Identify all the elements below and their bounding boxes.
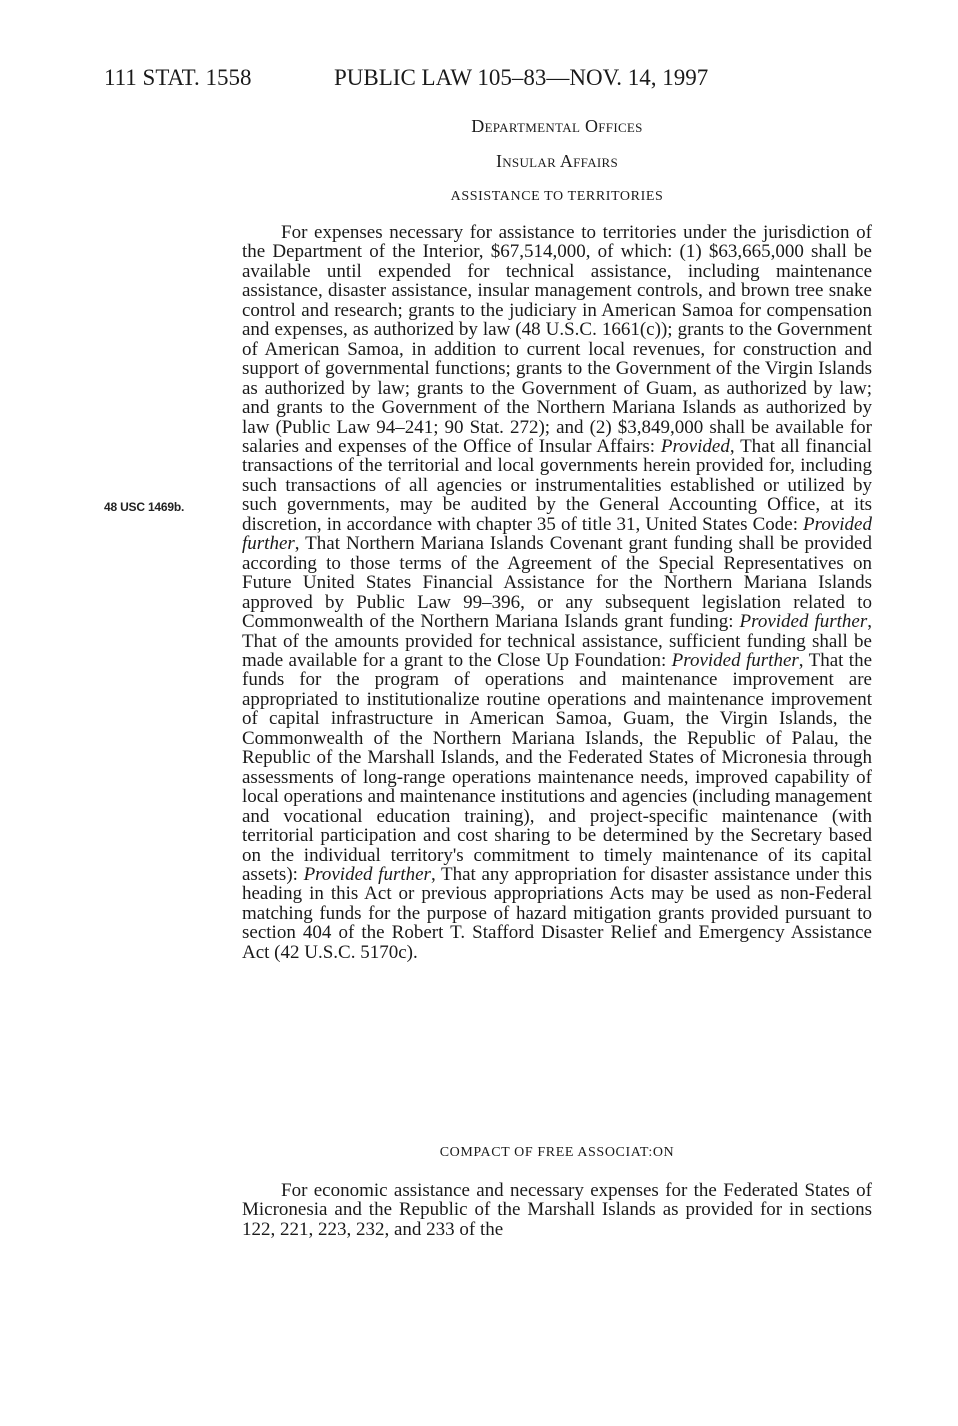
compact-of-free-association-heading: COMPACT OF FREE ASSOCIAT:ON <box>439 1145 675 1160</box>
usc-margin-note: 48 USC 1469b. <box>104 500 185 514</box>
paragraph-text: For expenses necessary for assistance to territories under the jurisdiction of the Department of the Interior, $67,514,000, of which: (1) $63,665,000 shall be available until expended for technical assistance, including maintenance assistance, disaster assistance, insular management controls, and brown tree snake control and research; grants to the judiciary in American Samoa for compensation and expenses, as authorized by law (48 U.S.C. 1661(c)); grants to the Government of American Samoa, in addition to current local revenues, for construction and support of governmental functions; grants to the Government of the Virgin Islands as authorized by law; grants to the Government of Guam, as authorized by law; and grants to the Government of the Northern Mariana Islands as authorized by law (Public Law 94–241; 90 Stat. 272); and (2) $3,849,000 shall be available for salaries and expenses of the Office of Insular Affairs: <box>242 222 872 457</box>
paragraph-text: , That all financial transactions of the territorial and local governments herein provided for, including such transactions of all agencies or instrumentalities established or utilized by such governments, may be audited by the General Accounting Office, at its discretion, in accordance with chapter 35 of title 31, United States Code: <box>242 435 872 535</box>
statute-page-reference: 111 STAT. 1558 <box>104 65 252 90</box>
provided-further-proviso: Provided further <box>671 649 799 671</box>
compact-of-free-association-paragraph: For economic assistance and necessary expenses for the Federated States of Micronesia and the Republic of the Marshall Islands as provided for in sections 122, 221, 223, 232, and 233 of the <box>242 1180 872 1240</box>
departmental-offices-heading: Departmental Offices <box>471 116 643 136</box>
paragraph-text: , That of the amounts provided for technical assistance, sufficient funding shall be made available for a grant to the Close Up Foundation: <box>242 611 872 671</box>
provided-further-proviso: Provided further <box>739 611 868 633</box>
page-header <box>104 64 870 92</box>
assistance-to-territories-heading: ASSISTANCE TO TERRITORIES <box>450 189 664 204</box>
paragraph-text: , That any appropriation for disaster assistance under this heading in this Act or previous appropriations Acts may be used as non-Federal matching funds for the purpose of hazard mitigation grants provided pursuant to section 404 of the Robert T. Stafford Disaster Relief and Emergency Assistance Act (42 U.S.C. 5170c). <box>242 863 872 963</box>
paragraph-text: , That the funds for the program of operations and maintenance improvement are appropriated to institutionalize routine operations and maintenance improvement of capital infrastructure in American Samoa, Guam, the Virgin Islands, the Commonwealth of the Northern Mariana Islands, the Republic of Palau, the Republic of the Marshall Islands, and the Federated States of Micronesia through assessments of long-range operations maintenance needs, improved capability of local operations and maintenance institutions and agencies (including management and vocational education training), and project-specific maintenance (with territorial participation and cost sharing to be determined by the Secretary based on the individual territory's commitment to timely maintenance of its capital assets): <box>242 649 873 885</box>
assistance-to-territories-paragraph <box>242 223 872 962</box>
provided-further-proviso: Provided further <box>303 863 431 885</box>
paragraph-text: , That Northern Mariana Islands Covenant grant funding shall be provided according to those terms of the Agreement of the Special Representatives on Future United States Financial Assistance for the Northern Mariana Islands approved by Public Law 99–396, or any subsequent legislation related to Commonwealth of the Northern Mariana Islands grant funding: <box>242 533 872 633</box>
provided-proviso: Provided <box>660 435 730 457</box>
public-law-reference: PUBLIC LAW 105–83—NOV. 14, 1997 <box>334 65 709 90</box>
insular-affairs-heading: Insular Affairs <box>495 151 619 171</box>
provided-further-proviso: Provided further <box>242 513 872 555</box>
